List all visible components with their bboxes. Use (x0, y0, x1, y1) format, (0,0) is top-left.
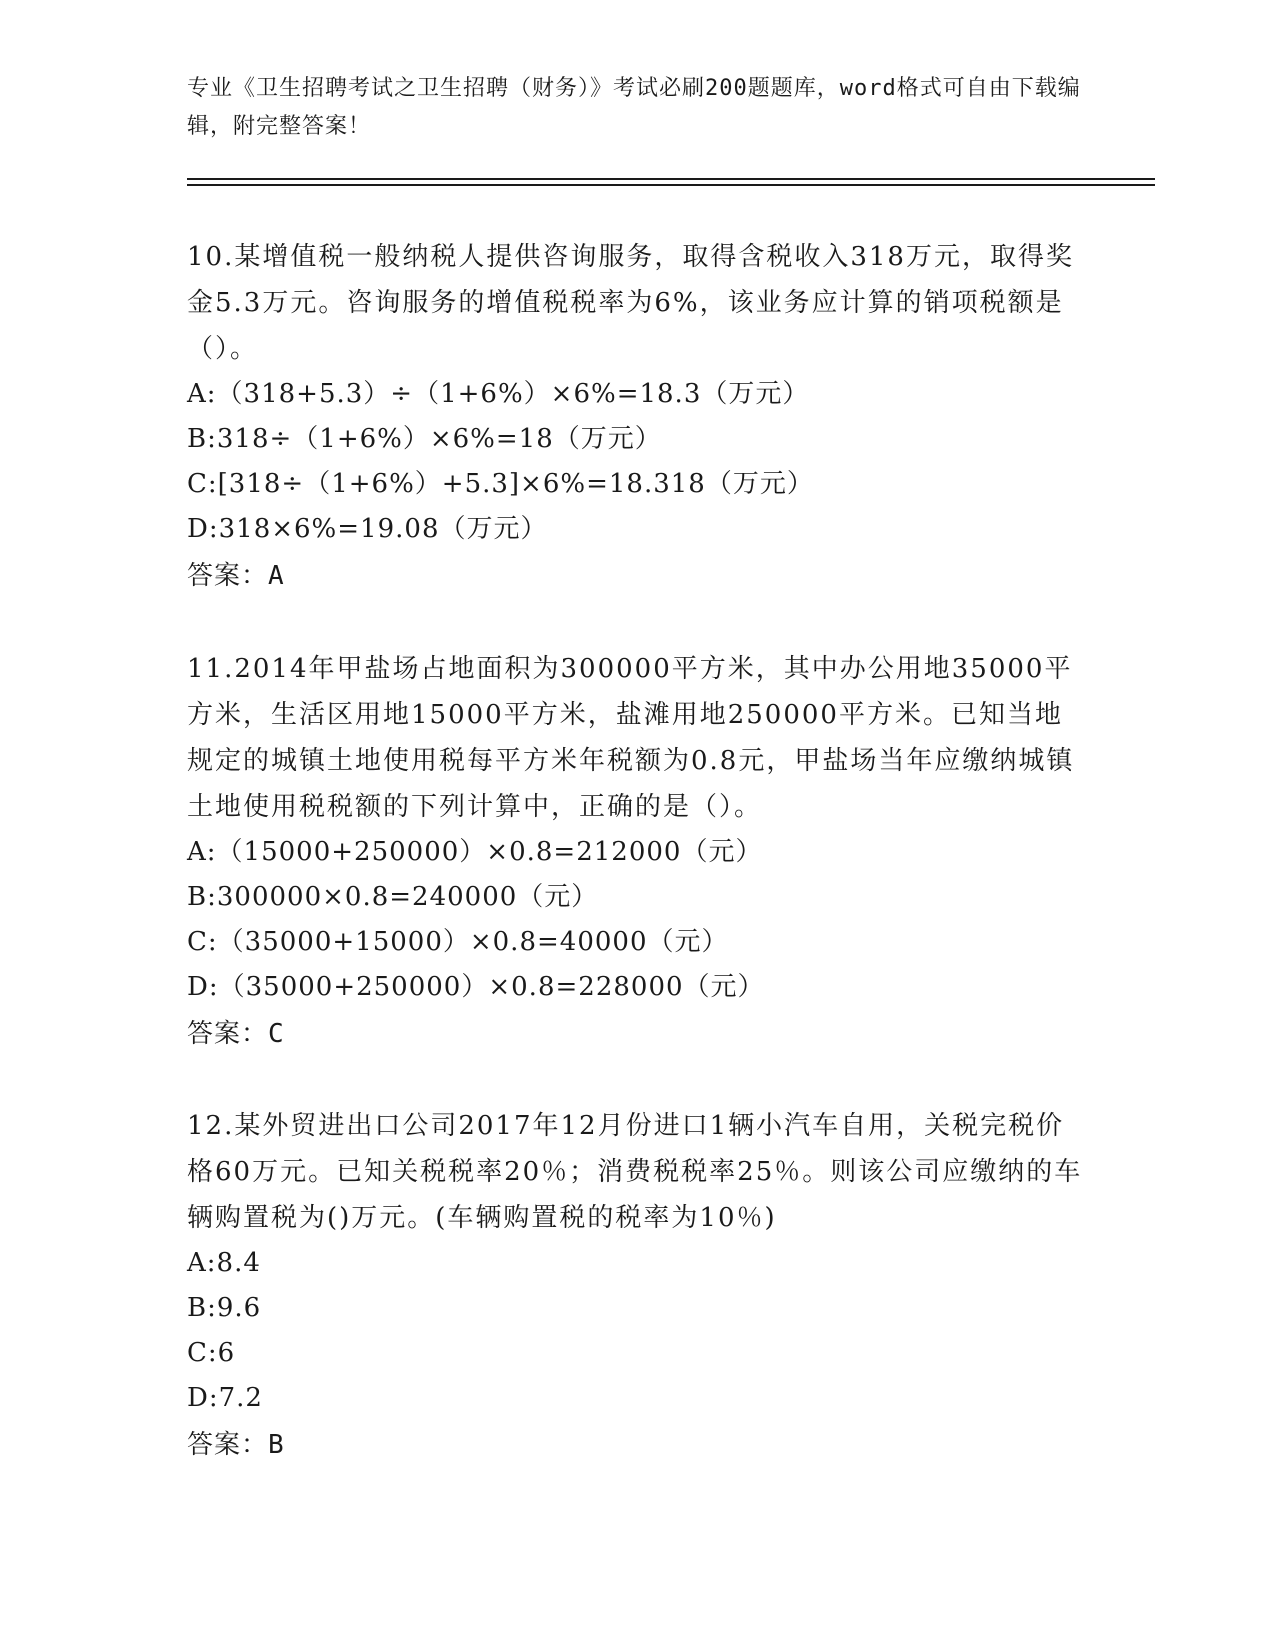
option-d: D:318×6%=19.08（万元） (187, 514, 548, 544)
option-d: D:（35000+250000）×0.8=228000（元） (187, 972, 765, 1002)
option-d: D:7.2 (187, 1383, 263, 1413)
answer-line: 答案：A (187, 561, 285, 591)
header-divider-bottom (187, 184, 1155, 186)
option-c: C:[318÷（1+6%）+5.3]×6%=18.318（万元） (187, 469, 814, 499)
question-10 (187, 234, 1087, 600)
option-a: A:8.4 (187, 1248, 261, 1278)
option-c: C:6 (187, 1338, 236, 1368)
question-12 (187, 1103, 1087, 1469)
question-stem: 10.某增值税一般纳税人提供咨询服务，取得含税收入318万元，取得奖金5.3万元。咨询服务的增值税税率为6%，该业务应计算的销项税额是（）。 (187, 242, 1074, 364)
header-divider-top (187, 178, 1155, 180)
option-a: A:（15000+250000）×0.8=212000（元） (187, 837, 763, 867)
option-b: B:318÷（1+6%）×6%=18（万元） (187, 424, 662, 454)
question-11 (187, 646, 1087, 1058)
question-stem: 12.某外贸进出口公司2017年12月份进口1辆小汽车自用，关税完税价格60万元。已知关税税率20％；消费税税率25％。则该公司应缴纳的车辆购置税为()万元。(车辆购置税的税率为10％) (187, 1111, 1083, 1233)
option-c: C:（35000+15000）×0.8=40000（元） (187, 927, 729, 957)
option-b: B:300000×0.8=240000（元） (187, 882, 599, 912)
question-stem: 11.2014年甲盐场占地面积为300000平方米，其中办公用地35000平方米，生活区用地15000平方米，盐滩用地250000平方米。已知当地规定的城镇土地使用税每平方米年税额为0.8元，甲盐场当年应缴纳城镇土地使用税税额的下列计算中，正确的是（）。 (187, 654, 1075, 822)
document-header (187, 70, 1087, 146)
answer-line: 答案：B (187, 1430, 285, 1460)
header-intro-text: 专业《卫生招聘考试之卫生招聘（财务）》考试必刷200题题库，word格式可自由下载编辑，附完整答案！ (187, 76, 1081, 139)
option-b: B:9.6 (187, 1293, 262, 1323)
answer-line: 答案：C (187, 1019, 285, 1049)
option-a: A:（318+5.3）÷（1+6%）×6%=18.3（万元） (187, 379, 810, 409)
